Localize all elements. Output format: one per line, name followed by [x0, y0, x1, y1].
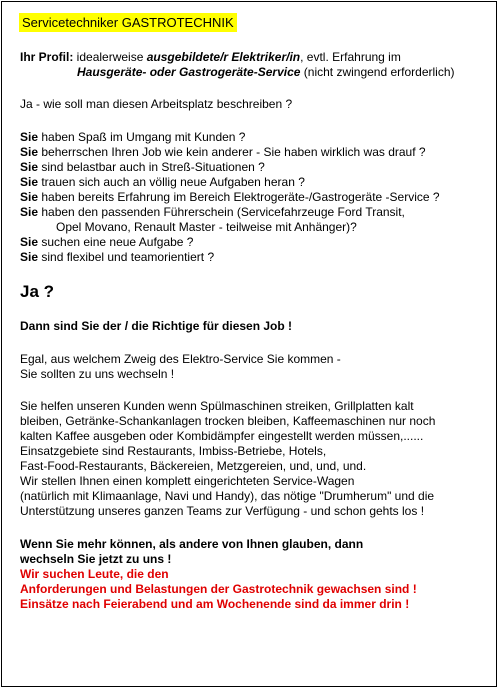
- profile-qualification: ausgebildete/r Elektriker/in: [146, 50, 301, 64]
- body-line: (natürlich mit Klimaanlage, Navi und Handy), das nötige "Drumherum" und die: [20, 489, 435, 503]
- intro-text: Ja - wie soll man diesen Arbeitsplatz beschreiben ?: [20, 97, 293, 111]
- profile-text-2b: (nicht zwingend erforderlich): [300, 65, 455, 79]
- sie-item: [20, 175, 305, 190]
- closing-red-line: Anforderungen und Belastungen der Gastrotechnik gewachsen sind !: [20, 582, 417, 596]
- body-line: bleiben, Getränke-Schankanlagen trocken bleiben, Kaffeemaschinen nur noch: [20, 414, 436, 428]
- sie-item-continuation: Opel Movano, Renault Master - teilweise mit Anhänger)?: [56, 220, 357, 234]
- sie-word: Sie: [20, 145, 39, 159]
- ja-heading: Ja ?: [20, 282, 55, 301]
- body-line: Unterstützung unseres ganzen Teams zur Verfügung - und schon gehts los !: [20, 504, 425, 518]
- closing-red-line: Einsätze nach Feierabend und am Wochenende sind da immer drin !: [20, 597, 410, 611]
- body-line: Wir stellen Ihnen einen komplett eingerichteten Service-Wagen: [20, 474, 355, 488]
- sie-word: Sie: [20, 235, 39, 249]
- sie-text: suchen eine neue Aufgabe ?: [38, 235, 194, 249]
- profile-line-1: [20, 50, 401, 65]
- sie-item: [20, 160, 265, 175]
- body-line: Einsatzgebiete sind Restaurants, Imbiss-Betriebe, Hotels,: [20, 444, 327, 458]
- egal-line: Egal, aus welchem Zweig des Elektro-Service Sie kommen -: [20, 352, 341, 366]
- richtige-text: Dann sind Sie der / die Richtige für diesen Job !: [20, 319, 293, 333]
- profile-text-1a: idealerweise: [73, 50, 147, 64]
- sie-text: sind flexibel und teamorientiert ?: [38, 250, 215, 264]
- profile-line-2: [77, 65, 455, 80]
- sie-word: Sie: [20, 130, 39, 144]
- body-line: kalten Kaffee ausgeben oder Kombidämpfer eingestellt werden müssen,......: [20, 429, 424, 443]
- profile-label: Ihr Profil:: [20, 50, 74, 64]
- sie-word: Sie: [20, 205, 39, 219]
- egal-line: Sie sollten zu uns wechseln !: [20, 367, 175, 381]
- profile-experience: Hausgeräte- oder Gastrogeräte-Service: [77, 65, 301, 79]
- body-line: Sie helfen unseren Kunden wenn Spülmaschinen streiken, Grillplatten kalt: [20, 399, 414, 413]
- body-line: Fast-Food-Restaurants, Bäckereien, Metzgereien, und, und, und.: [20, 459, 367, 473]
- closing-red-line: Wir suchen Leute, die den: [20, 567, 169, 581]
- sie-text: beherrschen Ihren Job wie kein anderer - Sie haben wirklich was drauf ?: [38, 145, 426, 159]
- profile-text-1c: , evtl. Erfahrung im: [300, 50, 401, 64]
- sie-text: sind belastbar auch in Streß-Situationen ?: [38, 160, 265, 174]
- sie-word: Sie: [20, 190, 39, 204]
- sie-text: haben Spaß im Umgang mit Kunden ?: [38, 130, 246, 144]
- sie-item: [20, 250, 214, 265]
- job-title: Servicetechniker GASTROTECHNIK: [19, 13, 237, 32]
- sie-word: Sie: [20, 160, 39, 174]
- sie-item: [20, 205, 405, 220]
- sie-item: [20, 235, 193, 250]
- sie-item: [20, 130, 245, 145]
- sie-text: trauen sich auch an völlig neue Aufgaben heran ?: [38, 175, 305, 189]
- sie-word: Sie: [20, 175, 39, 189]
- sie-text: haben bereits Erfahrung im Bereich Elektrogeräte-/Gastrogeräte -Service ?: [38, 190, 440, 204]
- sie-item: [20, 190, 440, 205]
- sie-text: haben den passenden Führerschein (Servicefahrzeuge Ford Transit,: [38, 205, 405, 219]
- closing-bold-line: wechseln Sie jetzt zu uns !: [20, 552, 172, 566]
- closing-bold-line: Wenn Sie mehr können, als andere von Ihnen glauben, dann: [20, 537, 364, 551]
- sie-item: [20, 145, 426, 160]
- sie-word: Sie: [20, 250, 39, 264]
